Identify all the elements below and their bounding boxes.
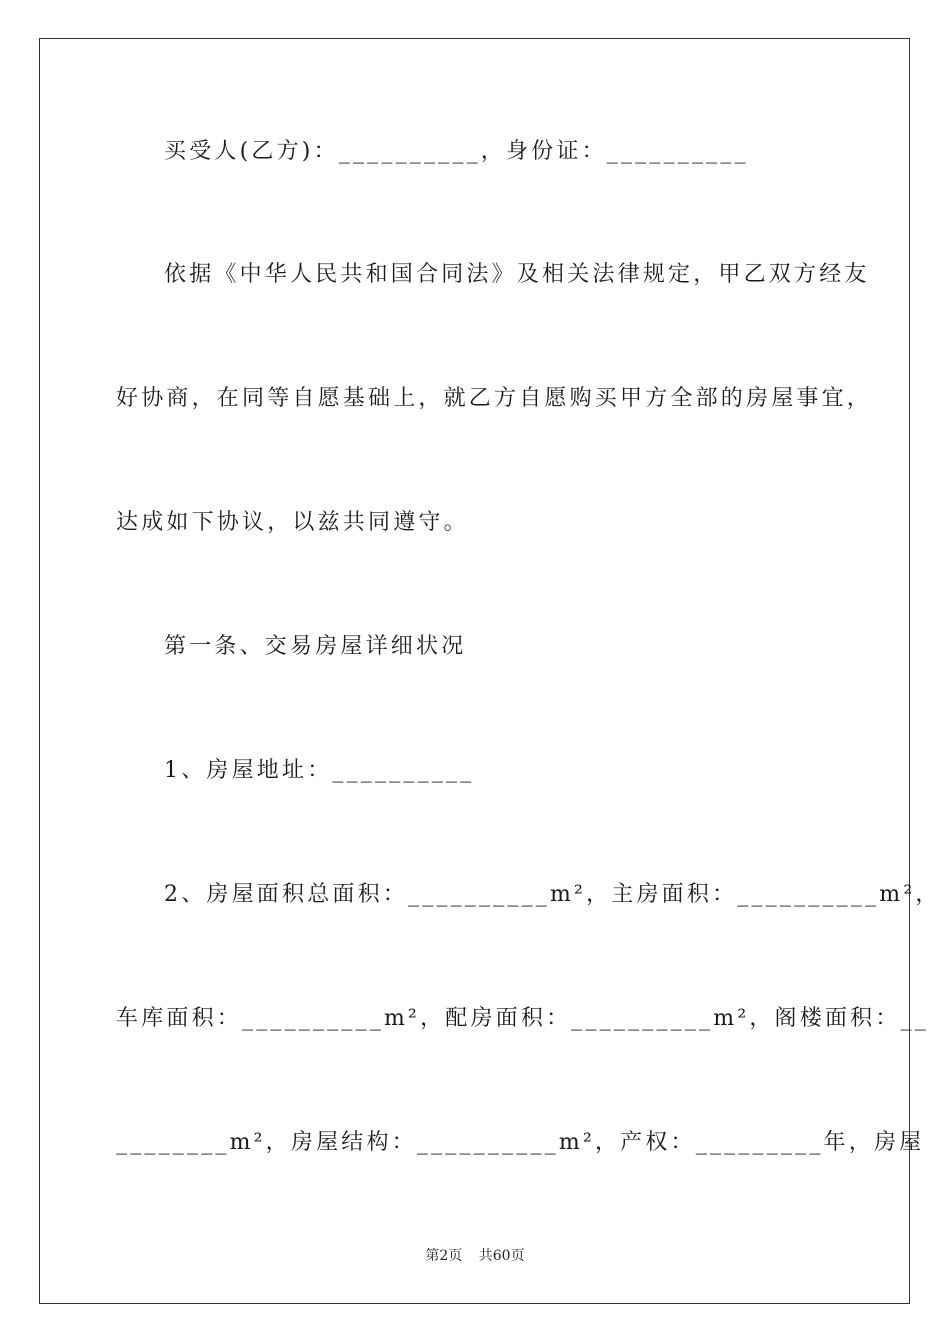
page-footer: [0, 1246, 950, 1266]
paragraph-line-3: 达成如下协议，以兹共同遵守。: [116, 510, 469, 535]
paragraph-line-2: 好协商，在同等自愿基础上，就乙方自愿购买甲方全部的房屋事宜，: [116, 386, 873, 411]
page-border: [39, 38, 941, 1304]
paragraph-line-1: 依据《中华人民共和国合同法》及相关法律规定，甲乙双方经友: [164, 262, 870, 287]
buyer-line: 买受人(乙方)：__________，身份证：__________: [164, 139, 749, 164]
house-area-line-1: 2、房屋面积总面积：__________m²，主房面积：__________m²，: [164, 882, 941, 907]
house-area-line-2: 车库面积：__________m²，配房面积：__________m²，阁楼面积：__: [116, 1006, 929, 1031]
house-area-line-3: ________m²，房屋结构：__________m²，产权：_________年，房屋: [116, 1130, 925, 1155]
article-heading: 第一条、交易房屋详细状况: [164, 634, 467, 659]
house-address-line: 1、房屋地址：__________: [164, 758, 475, 783]
page-number: 第2页: [425, 1248, 463, 1264]
page-total: 共60页: [478, 1248, 525, 1264]
